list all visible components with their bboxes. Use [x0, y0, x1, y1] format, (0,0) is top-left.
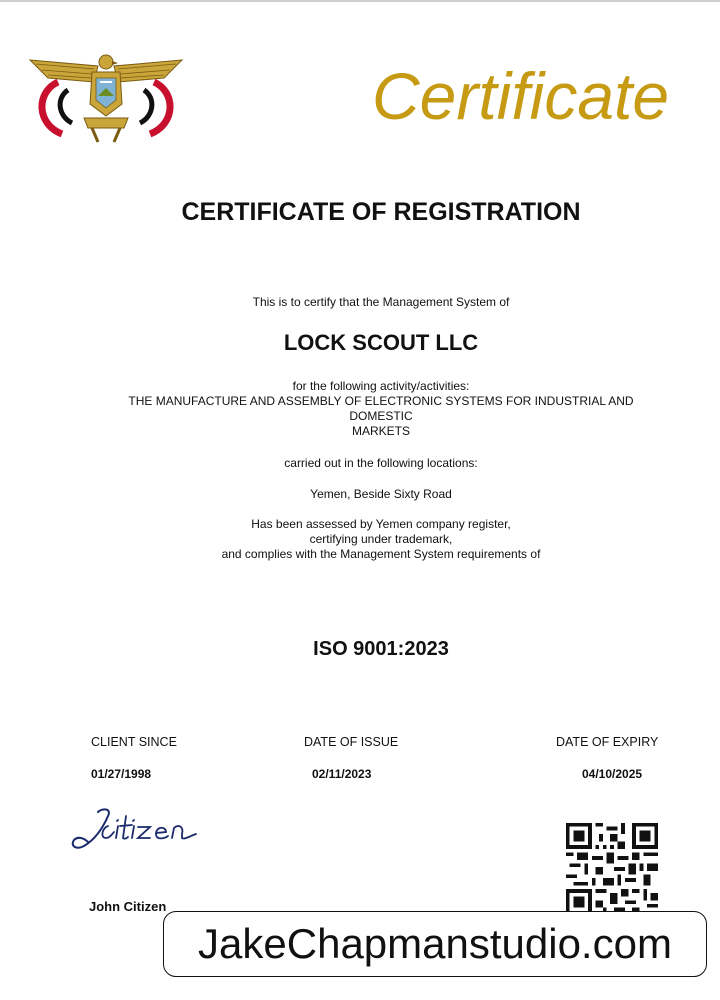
assessment-statement	[0, 517, 720, 562]
locations-intro: carried out in the following locations:	[284, 456, 478, 470]
page-title: CERTIFICATE OF REGISTRATION	[181, 198, 581, 226]
iso-standard: ISO 9001:2023	[313, 638, 449, 660]
client-since-value: 01/27/1998	[91, 767, 152, 781]
activity-description	[0, 394, 720, 439]
date-of-expiry-value: 04/10/2025	[582, 767, 643, 781]
client-since-label: CLIENT SINCE	[91, 735, 177, 749]
assessment-line: certifying under trademark,	[309, 532, 453, 546]
activity-line: MARKETS	[351, 424, 410, 438]
top-border	[0, 0, 720, 2]
date-of-issue-label: DATE OF ISSUE	[304, 735, 399, 749]
date-of-expiry-label: DATE OF EXPIRY	[556, 735, 659, 749]
assessment-line: and complies with the Management System requirements of	[221, 547, 541, 561]
activity-line: DOMESTIC	[349, 409, 413, 423]
certify-intro: This is to certify that the Management System of	[252, 295, 510, 309]
eagle-emblem-icon	[28, 52, 184, 148]
date-of-issue-value: 02/11/2023	[312, 767, 372, 781]
assessment-line: Has been assessed by Yemen company register,	[251, 517, 511, 531]
signer-name: John Citizen	[89, 899, 167, 914]
activity-line: THE MANUFACTURE AND ASSEMBLY OF ELECTRONIC SYSTEMS FOR INDUSTRIAL AND	[128, 394, 634, 408]
activity-intro: for the following activity/activities:	[292, 379, 470, 393]
signature	[68, 806, 202, 856]
certificate-heading: Certificate	[372, 59, 670, 133]
location: Yemen, Beside Sixty Road	[310, 487, 452, 501]
qr-code-icon	[566, 823, 658, 915]
watermark-banner: JakeChapmanstudio.com	[163, 911, 707, 977]
company-name: LOCK SCOUT LLC	[283, 330, 479, 355]
